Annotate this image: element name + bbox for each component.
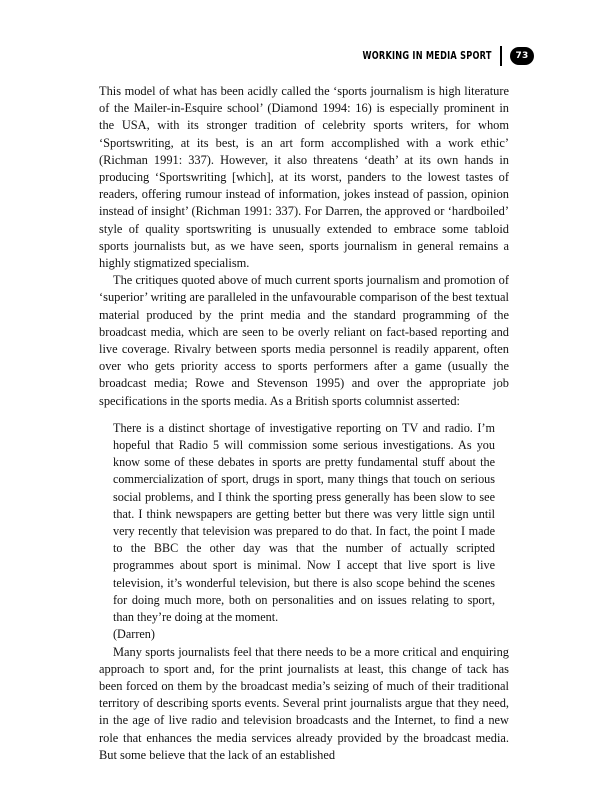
body-text: [99, 83, 509, 764]
block-quote-text: There is a distinct shortage of investigative reporting on TV and radio. I’m hopeful that Radio 5 will commission some serious investigations. As you know some of these debates in sports are pretty fundamental stuff about the commercialization of sport, drugs in sport, many things that touch on serious social problems, and I think the sporting press generally has been slow to see that. I think newspapers are getting better but there was very little sign until very recently that television was prepared to do that. In fact, the point I made to the BBC the other day was that the number of actually scripted programmes about sport is minimal. Now I accept that live sport is live television, it’s wonderful television, but there is also scope behind the scenes for doing much more, both on personalities and on issues relating to sport, than they’re doing at the moment.: [113, 420, 495, 625]
block-quote-attribution: (Darren): [113, 627, 155, 642]
running-head-divider: [500, 46, 502, 66]
paragraph-3: Many sports journalists feel that there needs to be a more critical and enquiring approach to sport and, for the print journalists at least, this change of tack has been forced on them by the broadcast media’s seizing of much of their traditional territory of describing sports events. Several print journalists argue that they need, in the age of live radio and television broadcasts and the Internet, to find a new role that enhances the media services already provided by the broadcast media. But some believe that the lack of an established: [99, 644, 509, 762]
running-head-title: WORKING IN MEDIA SPORT: [362, 50, 492, 62]
block-quote: [113, 420, 495, 644]
paragraph-2: The critiques quoted above of much current sports journalism and promotion of ‘superior’ writing are paralleled in the unfavourable comparison of the best textual material produced by the print media and the standard programming of the broadcast media, which are seen to be overly reliant on fact-based reporting and live coverage. Rivalry between sports media personnel is readily apparent, often over who gets priority access to sports performers after a game (usually the broadcast media; Rowe and Stevenson 1995) and over the appropriate job specifications in the sports media. As a British sports columnist asserted:: [99, 273, 509, 408]
running-head: [326, 46, 534, 66]
page-number-badge: 73: [510, 47, 534, 65]
paragraph-1: This model of what has been acidly called the ‘sports journalism is high literature of the Mailer-in-Esquire school’ (Diamond 1994: 16) is especially prominent in the USA, with its stronger tradition of celebrity sports writers, for whom ‘Sportswriting, at its best, is an art form accomplished with a work ethic’ (Richman 1991: 337). However, it also threatens ‘death’ at its own hands in producing ‘Sportswriting [which], at its worst, panders to the lowest tastes of readers, offering rumour instead of information, jokes instead of passion, opinion instead of insight’ (Richman 1991: 337). For Darren, the approved or ‘hardboiled’ style of quality sportswriting is unusually extended to embrace some tabloid sports journalists but, as we have seen, sports journalism in general remains a highly stigmatized specialism.: [99, 84, 509, 271]
